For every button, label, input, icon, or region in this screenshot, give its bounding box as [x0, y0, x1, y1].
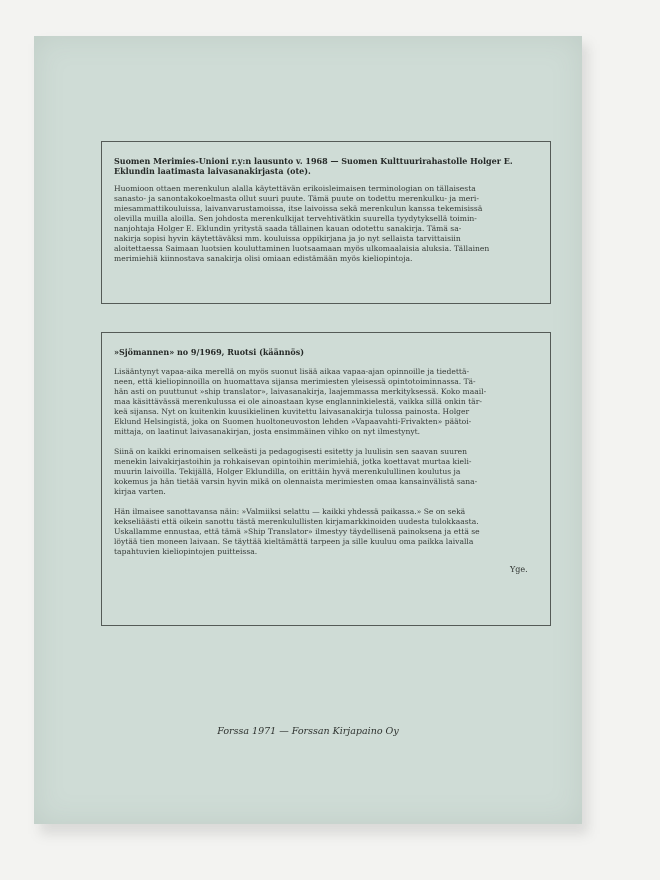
printer-footer: Forssa 1971 — Forssan Kirjapaino Oy — [217, 726, 399, 737]
statement1-line: olevilla muilla aloilla. Sen johdosta merenkulkijat tervehtivätkin suurella tyydytyksellä toimin- — [114, 214, 477, 223]
statement2-p3-line: kekseliäästi että oikein sanottu tästä merenkulullisten kirjamarkkinoiden uudesta tulokkaasta. — [114, 517, 479, 526]
statement1-line: merimiehiä kiinnostava sanakirja olisi omiaan edistämään myös kieliopintoja. — [114, 254, 413, 263]
statement2-p2-line: Siinä on kaikki erinomaisen selkeästi ja pedagogisesti esitetty ja luulisin sen saavan suuren — [114, 447, 468, 456]
statement2-p1-line: keä sijansa. Nyt on kuitenkin kuusikielinen kuvitettu laivasanakirja tulossa painosta. Holger — [114, 407, 470, 416]
back-cover-page — [34, 36, 582, 824]
statement1-heading-line1: Suomen Merimies-Unioni r.y:n lausunto v. 1968 — Suomen Kulttuurirahastolle Holger E. — [114, 156, 513, 166]
statement-box-merimies-unioni — [101, 141, 551, 304]
statement2-heading: »Sjömannen» no 9/1969, Ruotsi (käännös) — [114, 347, 305, 357]
statement2-p1-line: neen, että kieliopinnoilla on huomattava sijansa merimiesten yleisessä opintotoiminnassa. Tä- — [114, 377, 476, 386]
statement1-heading-line2: Eklundin laatimasta laivasanakirjasta (ote). — [114, 166, 311, 176]
statement2-p1-line: mittaja, on laatinut laivasanakirjan, josta ensimmäinen vihko on nyt ilmestynyt. — [114, 427, 421, 436]
statement2-p3-line: Hän ilmaisee sanottavansa näin: »Valmiiksi selattu — kaikki yhdessä paikassa.» Se on sekä — [114, 507, 466, 516]
statement2-p1-line: Lisääntynyt vapaa-aika merellä on myös suonut lisää aikaa vapaa-ajan opinnoille ja tiedettä- — [114, 367, 470, 376]
statement2-p2-line: muurin laivoilla. Tekijällä, Holger Eklundilla, on erittäin hyvä merenkulullinen koulutus ja — [114, 467, 461, 476]
statement1-line: nanjohtaja Holger E. Eklundin yritystä saada tällainen kauan odotettu sanakirja. Tämä sa- — [114, 224, 462, 233]
statement1-line: sanasto- ja sanontakokoelmasta ollut suuri puute. Tämä puute on todettu merenkulku- ja meri- — [114, 194, 479, 203]
statement2-p2-line: menekin laivakirjastoihin ja rohkaisevan opintoihin merimiehiä, jotka koettavat murtaa kieli- — [114, 457, 472, 466]
signature: Yge. — [510, 565, 528, 574]
statement1-line: Huomioon ottaen merenkulun alalla käytettävän erikoisleimaisen terminologian on tällaisesta — [114, 184, 476, 193]
statement1-line: aloitettaessa Saimaan luotsien kouluttaminen luotsaamaan myös ulkomaalaisia aluksia. Tällainen — [114, 244, 490, 253]
statement-box-sjomannen — [101, 332, 551, 626]
statement1-line: nakirja sopisi hyvin käytettäväksi mm. kouluissa oppikirjana ja jo nyt sellaista tarvittaisiin — [114, 234, 461, 243]
statement2-p3-line: tapahtuvien kieliopintojen puitteissa. — [114, 547, 258, 556]
statement2-p2-line: kokemus ja hän tietää varsin hyvin mikä on olennaista merimiesten omaa kansainvälistä sana- — [114, 477, 478, 486]
statement2-p3-line: löytää tien moneen laivaan. Se täyttää kieltämättä tarpeen ja sille kuuluu oma paikka laivalla — [114, 537, 474, 546]
statement2-p1-line: hän asti on puuttunut »ship translator», laivasanakirja, laajemmassa merkityksessä. Koko maail- — [114, 387, 487, 396]
statement2-p1-line: Eklund Helsingistä, joka on Suomen huoltoneuvoston lehden »Vapaavahti-Frivakten» päätoi- — [114, 417, 472, 426]
statement2-p3-line: Uskallamme ennustaa, että tämä »Ship Translator» ilmestyy täydellisenä painoksena ja että se — [114, 527, 480, 536]
statement1-line: miesammattikouluissa, laivanvarustamoissa, itse laivoissa sekä merenkulun kanssa tekemisissä — [114, 204, 483, 213]
statement2-p1-line: maa käsittävässä merenkulussa ei ole ainoastaan kyse englanninkielestä, vaikka sillä onkin tär- — [114, 397, 482, 406]
statement2-p2-line: kirjaa varten. — [114, 487, 166, 496]
